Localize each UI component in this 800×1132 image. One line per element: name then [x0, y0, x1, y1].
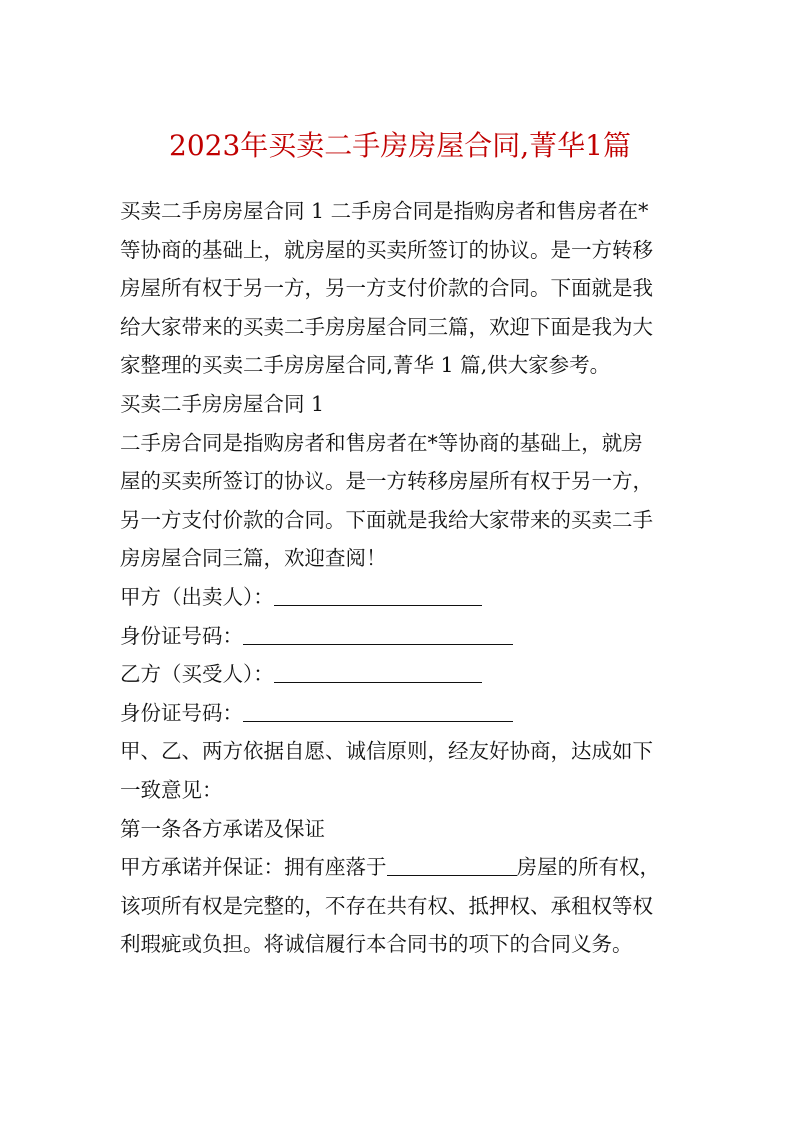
party-a-label: 甲方（出卖人）：	[120, 584, 274, 609]
body-line: 房屋所有权于另一方，另一方支付价款的合同。下面就是我	[120, 276, 653, 301]
party-a-blank-field	[274, 581, 482, 606]
id-a-label: 身份证号码：	[120, 623, 243, 648]
document-body	[120, 192, 690, 964]
guarantee-prefix: 甲方承诺并保证：拥有座落于	[120, 855, 387, 880]
body-line: 给大家带来的买卖二手房房屋合同三篇，欢迎下面是我为大	[120, 314, 653, 339]
body-line: 房房屋合同三篇，欢迎查阅！	[120, 546, 387, 571]
article-heading: 第一条各方承诺及保证	[120, 816, 325, 841]
document-title: 2023年买卖二手房房屋合同,菁华1篇	[169, 129, 631, 162]
guarantee-row	[120, 848, 690, 887]
body-line: 该项所有权是完整的，不存在共有权、抵押权、承租权等权	[120, 893, 653, 918]
body-line: 等协商的基础上，就房屋的买卖所签订的协议。是一方转移	[120, 237, 653, 262]
body-line: 二手房合同是指购房者和售房者在*等协商的基础上，就房	[120, 430, 643, 455]
guarantee-suffix: 房屋的所有权，	[516, 855, 660, 880]
location-blank-field	[387, 851, 517, 876]
party-b-blank-field	[274, 658, 482, 683]
body-line: 一致意见：	[120, 777, 223, 802]
party-a-row	[120, 578, 690, 617]
id-a-blank-field	[243, 620, 513, 645]
section-heading: 买卖二手房房屋合同 1	[120, 391, 325, 416]
party-b-label: 乙方（买受人）：	[120, 662, 274, 687]
body-line: 另一方支付价款的合同。下面就是我给大家带来的买卖二手	[120, 507, 653, 532]
body-line: 甲、乙、两方依据自愿、诚信原则，经友好协商，达成如下	[120, 739, 653, 764]
party-b-row	[120, 655, 690, 694]
id-a-row	[120, 617, 690, 656]
body-line: 家整理的买卖二手房房屋合同,菁华 1 篇,供大家参考。	[120, 353, 611, 378]
id-b-blank-field	[243, 697, 513, 722]
body-line: 利瑕疵或负担。将诚信履行本合同书的项下的合同义务。	[120, 932, 633, 957]
body-line: 屋的买卖所签订的协议。是一方转移房屋所有权于另一方，	[120, 469, 653, 494]
id-b-label: 身份证号码：	[120, 700, 243, 725]
body-line: 买卖二手房房屋合同 1 二手房合同是指购房者和售房者在*	[120, 199, 649, 223]
id-b-row	[120, 694, 690, 733]
